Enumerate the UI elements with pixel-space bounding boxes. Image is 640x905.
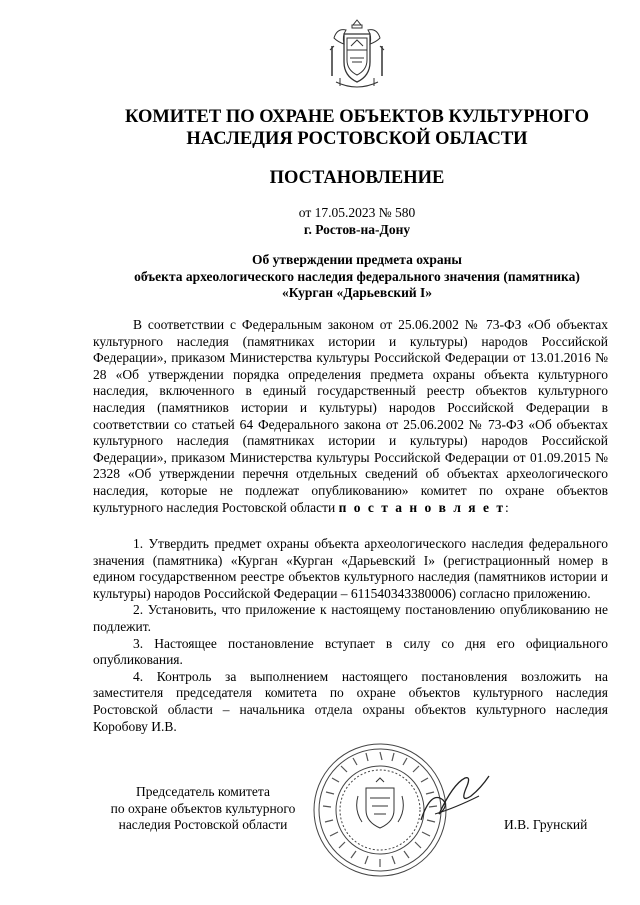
- signatory-title: [93, 784, 313, 834]
- document-subject: [60, 252, 640, 302]
- signature-icon: [415, 770, 495, 830]
- subject-line1: Об утверждении предмета охраны: [252, 252, 462, 267]
- document-type: ПОСТАНОВЛЕНИЕ: [269, 168, 445, 188]
- resolution-item-2: 2. Установить, что приложение к настоящему постановлению опубликованию не подлежит.: [93, 602, 608, 634]
- resolution-items: [93, 536, 608, 735]
- preamble-colon: :: [504, 499, 509, 515]
- coat-of-arms-icon: [326, 16, 388, 92]
- resolution-item-4: 4. Контроль за выполнением настоящего постановления возложить на заместителя председателя комитета по охране объектов культурного наследия Ростовской области – начальника отдела охраны объектов культурного наследия Коробову И.В.: [93, 668, 608, 734]
- committee-name: [60, 106, 640, 150]
- signatory-name: И.В. Грунский: [504, 817, 588, 832]
- preamble-paragraph: [93, 317, 608, 516]
- subject-line3: «Курган «Дарьевский I»: [281, 285, 433, 300]
- signatory-title-line1: Председатель комитета: [136, 784, 270, 799]
- decree-word: п о с т а н о в л я е т: [338, 499, 505, 515]
- resolution-item-3: 3. Настоящее постановление вступает в силу со дня его официального опубликования.: [93, 635, 608, 668]
- date-number: от 17.05.2023 № 580: [298, 205, 416, 220]
- document-meta: [60, 204, 640, 238]
- resolution-item-1: 1. Утвердить предмет охраны объекта археологического наследия федерального значения (памятника) «Курган «Курган «Дарьевский I» (регистрационный номер в едином государственном реестре объектов культурного наследия (памятников истории и культуры) народов Российской Федерации – 611540343380006) согласно приложению.: [93, 536, 608, 601]
- committee-name-line2: НАСЛЕДИЯ РОСТОВСКОЙ ОБЛАСТИ: [186, 129, 528, 149]
- signatory-title-line3: наследия Ростовской области: [118, 817, 288, 833]
- subject-line2: объекта археологического наследия федерального значения (памятника): [134, 268, 580, 284]
- preamble: [93, 317, 608, 516]
- committee-name-line1: КОМИТЕТ ПО ОХРАНЕ ОБЪЕКТОВ КУЛЬТУРНОГО: [125, 107, 589, 127]
- signatory-title-line2: по охране объектов культурного: [110, 800, 296, 816]
- preamble-text: В соответствии с Федеральным законом от 25.06.2002 № 73-ФЗ «Об объектах культурного наследия (памятниках истории и культуры) народов Российской Федерации», приказом Министерства культуры Российской Федерации от 13.01.2016 № 28 «Об утверждении порядка определения предмета охраны объекта культурного наследия, включенного в единый государственный реестр объектов культурного наследия (памятников истории и культуры) народов Российской Федерации в соответствии со статьей 64 Федерального закона от 25.06.2002 № 73-ФЗ «Об объектах культурного наследия (памятниках истории и культуры) народов Российской Федерации», приказом Министерства культуры Российской Федерации от 01.09.2015 № 2328 «Об утверждении перечня отдельных сведений об объектах археологического наследия, которые не подлежат опубликованию» комитет по охране объектов культурного наследия Ростовской области: [93, 317, 608, 515]
- city: г. Ростов-на-Дону: [303, 222, 411, 237]
